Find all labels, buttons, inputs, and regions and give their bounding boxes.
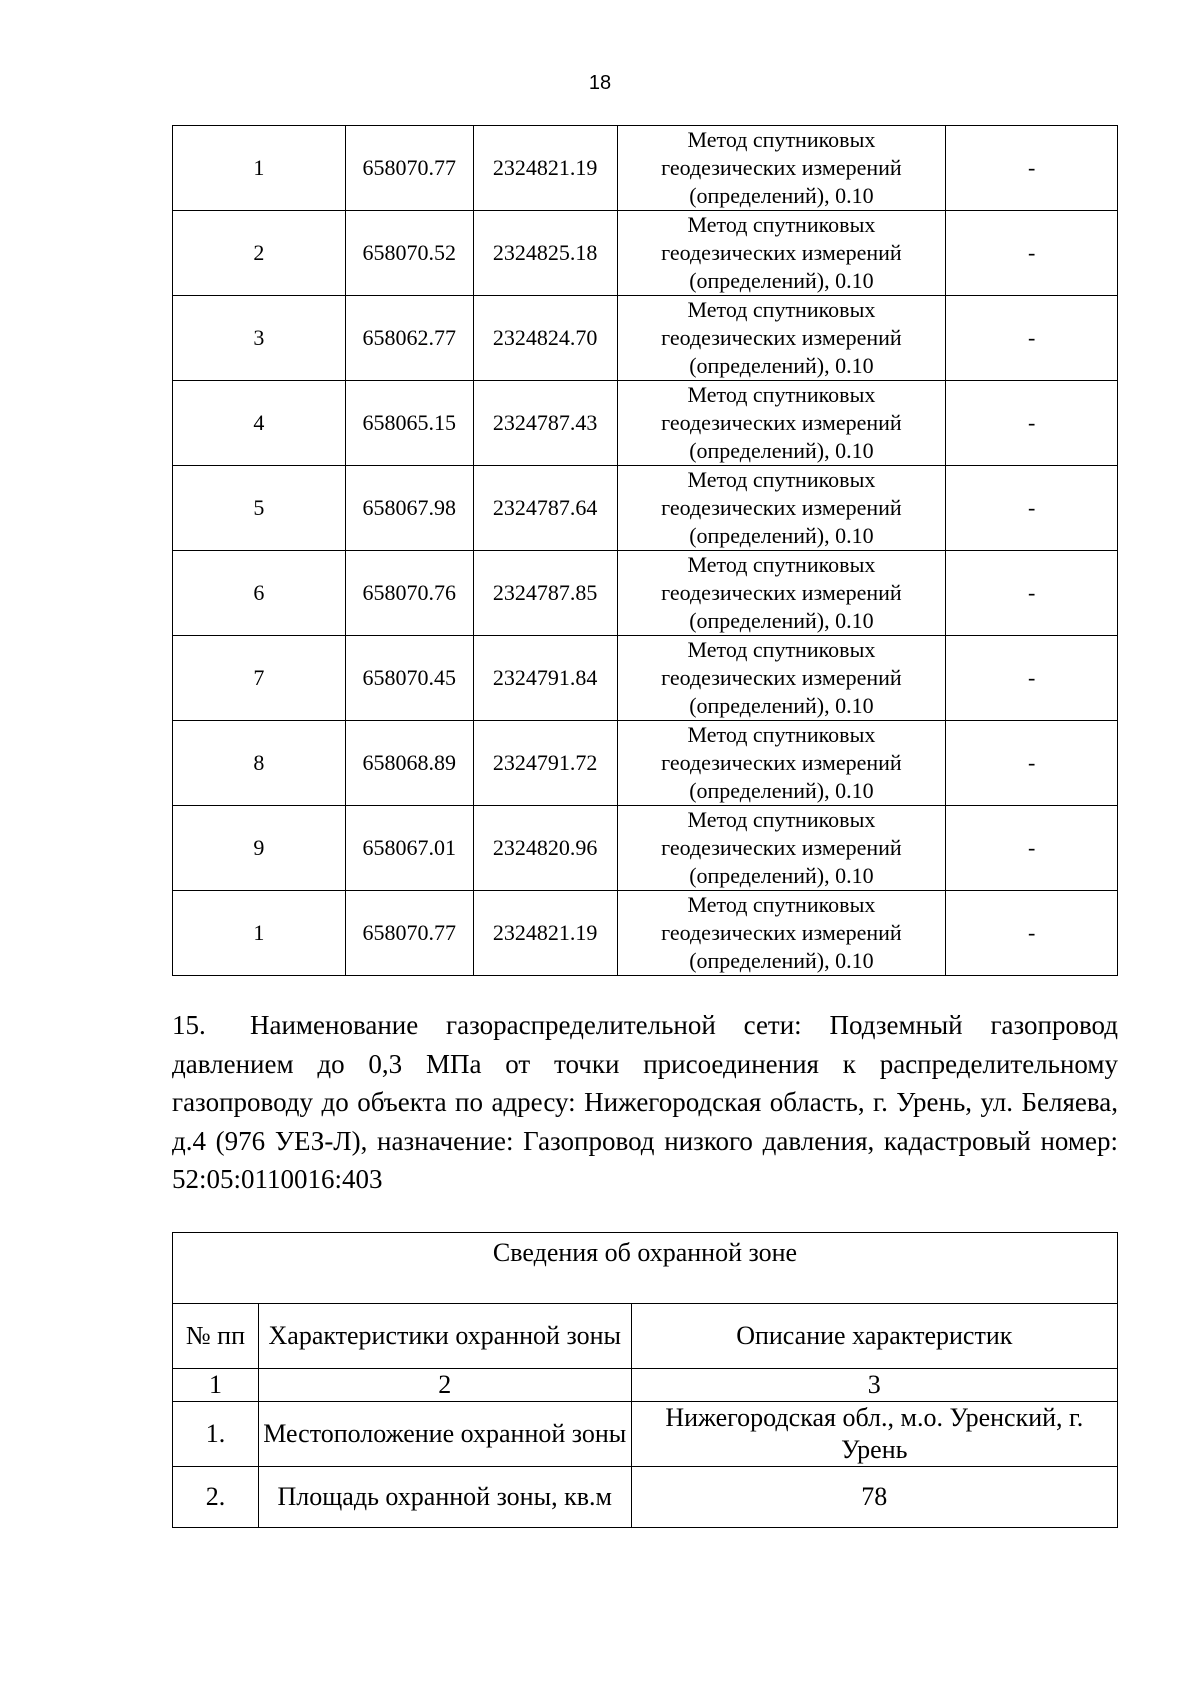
method-line: Метод спутниковых: [687, 467, 876, 492]
section-number: 15.: [172, 1010, 206, 1040]
x-coordinate-cell: 658065.15: [345, 381, 473, 466]
row-number: 2.: [173, 1467, 259, 1528]
method-line: геодезических измерений: [661, 325, 902, 350]
index-cell: 1: [173, 1369, 259, 1402]
note-cell: -: [946, 381, 1118, 466]
note-cell: -: [946, 296, 1118, 381]
x-coordinate-cell: 658070.52: [345, 211, 473, 296]
point-number-cell: 1: [173, 126, 346, 211]
point-number-cell: 8: [173, 721, 346, 806]
method-line: Метод спутниковых: [687, 382, 876, 407]
zone-index-row: [173, 1369, 1118, 1402]
method-line: Метод спутниковых: [687, 552, 876, 577]
method-line: геодезических измерений: [661, 495, 902, 520]
coordinate-row: [173, 721, 1118, 806]
method-line: геодезических измерений: [661, 665, 902, 690]
zone-header-row: [173, 1304, 1118, 1369]
method-line: (определений), 0.10: [689, 438, 874, 463]
section-text: Наименование газораспределительной сети: Подземный газопровод давлением до 0,3 МПа от точки присоединения к распределительному газопроводу до объекта по адресу: Нижегородская область, г. Урень, ул. Беляева, д.4 (976 УЕЗ-Л), назначение: Газопровод низкого давления, кадастровый номер: 52:05:0110016:403: [172, 1010, 1118, 1194]
y-coordinate-cell: 2324791.72: [473, 721, 617, 806]
method-line: (определений), 0.10: [689, 693, 874, 718]
protection-zone-table: [172, 1232, 1118, 1528]
x-coordinate-cell: 658068.89: [345, 721, 473, 806]
point-number-cell: 5: [173, 466, 346, 551]
header-characteristic: Характеристики охранной зоны: [258, 1304, 631, 1369]
index-cell: 2: [258, 1369, 631, 1402]
y-coordinate-cell: 2324791.84: [473, 636, 617, 721]
method-line: геодезических измерений: [661, 920, 902, 945]
method-line: (определений), 0.10: [689, 863, 874, 888]
row-characteristic: Местоположение охранной зоны: [258, 1402, 631, 1467]
y-coordinate-cell: 2324825.18: [473, 211, 617, 296]
x-coordinate-cell: 658070.77: [345, 891, 473, 976]
method-cell: [617, 466, 946, 551]
method-cell: [617, 721, 946, 806]
coordinate-row: [173, 551, 1118, 636]
note-cell: -: [946, 466, 1118, 551]
coordinate-row: [173, 296, 1118, 381]
note-cell: -: [946, 806, 1118, 891]
method-line: Метод спутниковых: [687, 127, 876, 152]
zone-caption-row: [173, 1233, 1118, 1304]
y-coordinate-cell: 2324821.19: [473, 891, 617, 976]
method-line: (определений), 0.10: [689, 268, 874, 293]
x-coordinate-cell: 658070.76: [345, 551, 473, 636]
y-coordinate-cell: 2324824.70: [473, 296, 617, 381]
method-line: геодезических измерений: [661, 750, 902, 775]
x-coordinate-cell: 658070.45: [345, 636, 473, 721]
method-cell: [617, 551, 946, 636]
coordinates-table: [172, 125, 1118, 976]
method-line: Метод спутниковых: [687, 212, 876, 237]
method-line: Метод спутниковых: [687, 637, 876, 662]
coordinate-row: [173, 466, 1118, 551]
x-coordinate-cell: 658067.98: [345, 466, 473, 551]
x-coordinate-cell: 658067.01: [345, 806, 473, 891]
header-number: № пп: [173, 1304, 259, 1369]
method-cell: [617, 636, 946, 721]
method-line: (определений), 0.10: [689, 948, 874, 973]
y-coordinate-cell: 2324787.64: [473, 466, 617, 551]
y-coordinate-cell: 2324787.85: [473, 551, 617, 636]
zone-row-area: [173, 1467, 1118, 1528]
header-description: Описание характеристик: [631, 1304, 1117, 1369]
method-cell: [617, 806, 946, 891]
coordinate-row: [173, 636, 1118, 721]
point-number-cell: 7: [173, 636, 346, 721]
note-cell: -: [946, 211, 1118, 296]
point-number-cell: 1: [173, 891, 346, 976]
x-coordinate-cell: 658062.77: [345, 296, 473, 381]
method-line: (определений), 0.10: [689, 353, 874, 378]
method-cell: [617, 211, 946, 296]
coordinate-row: [173, 211, 1118, 296]
method-line: Метод спутниковых: [687, 722, 876, 747]
coordinate-row: [173, 126, 1118, 211]
zone-table-caption: Сведения об охранной зоне: [173, 1233, 1118, 1304]
y-coordinate-cell: 2324787.43: [473, 381, 617, 466]
method-line: геодезических измерений: [661, 580, 902, 605]
note-cell: -: [946, 636, 1118, 721]
method-cell: [617, 381, 946, 466]
x-coordinate-cell: 658070.77: [345, 126, 473, 211]
row-number: 1.: [173, 1402, 259, 1467]
point-number-cell: 6: [173, 551, 346, 636]
zone-row-location: [173, 1402, 1118, 1467]
coordinate-row: [173, 381, 1118, 466]
section-paragraph: [172, 1006, 1118, 1199]
y-coordinate-cell: 2324820.96: [473, 806, 617, 891]
note-cell: -: [946, 126, 1118, 211]
point-number-cell: 4: [173, 381, 346, 466]
method-line: (определений), 0.10: [689, 183, 874, 208]
index-cell: 3: [631, 1369, 1117, 1402]
row-description: Нижегородская обл., м.о. Уренский, г. Урень: [631, 1402, 1117, 1467]
method-line: Метод спутниковых: [687, 892, 876, 917]
coordinate-row: [173, 891, 1118, 976]
method-line: геодезических измерений: [661, 835, 902, 860]
point-number-cell: 2: [173, 211, 346, 296]
point-number-cell: 9: [173, 806, 346, 891]
coordinate-row: [173, 806, 1118, 891]
note-cell: -: [946, 891, 1118, 976]
note-cell: -: [946, 551, 1118, 636]
method-line: (определений), 0.10: [689, 778, 874, 803]
row-characteristic: Площадь охранной зоны, кв.м: [258, 1467, 631, 1528]
method-cell: [617, 891, 946, 976]
row-description: 78: [631, 1467, 1117, 1528]
point-number-cell: 3: [173, 296, 346, 381]
method-line: Метод спутниковых: [687, 807, 876, 832]
page-number: 18: [588, 72, 612, 94]
method-cell: [617, 296, 946, 381]
coordinates-table-body: [173, 126, 1118, 976]
method-cell: [617, 126, 946, 211]
method-line: геодезических измерений: [661, 410, 902, 435]
y-coordinate-cell: 2324821.19: [473, 126, 617, 211]
method-line: Метод спутниковых: [687, 297, 876, 322]
method-line: геодезических измерений: [661, 240, 902, 265]
note-cell: -: [946, 721, 1118, 806]
method-line: (определений), 0.10: [689, 523, 874, 548]
method-line: (определений), 0.10: [689, 608, 874, 633]
method-line: геодезических измерений: [661, 155, 902, 180]
